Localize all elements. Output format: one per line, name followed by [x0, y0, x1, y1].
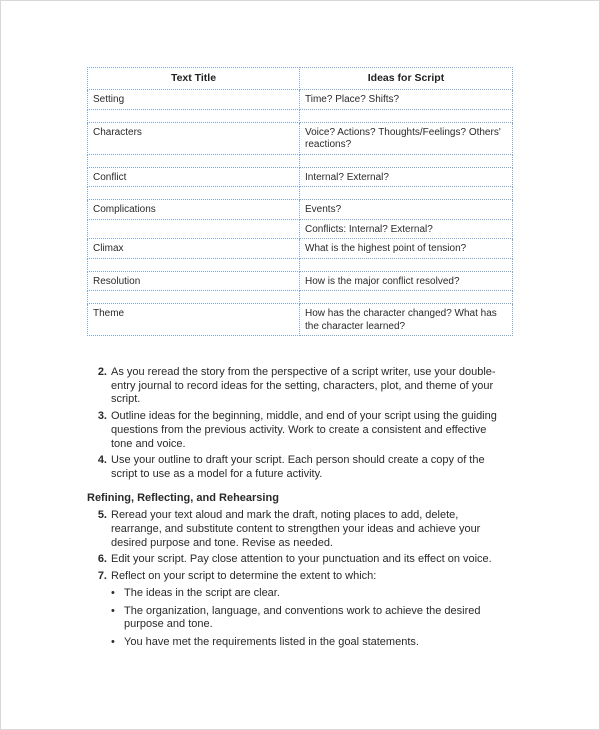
- row-ideas: Time? Place? Shifts?: [300, 90, 513, 110]
- bullet-icon: •: [111, 586, 115, 599]
- blank-row: [88, 291, 513, 304]
- table-row: [88, 304, 513, 336]
- step-text: Use your outline to draft your script. Each person should create a copy of the script to use as a model for a future activity.: [111, 454, 485, 480]
- row-ideas: Internal? External?: [300, 167, 513, 187]
- row-ideas: How is the major conflict resolved?: [300, 271, 513, 291]
- bullet-list: [111, 587, 500, 650]
- table-row: [88, 200, 513, 220]
- row-ideas: Voice? Actions? Thoughts/Feelings? Others' reactions?: [300, 122, 513, 154]
- row-label-empty: [88, 219, 300, 239]
- step-number: 2.: [97, 366, 107, 378]
- table-row: [88, 239, 513, 259]
- table-row: [88, 167, 513, 187]
- step-number: 7.: [97, 570, 107, 583]
- step-text: As you reread the story from the perspective of a script writer, use your double-entry journal to record ideas for the setting, characters, plot, and theme of your script.: [111, 366, 496, 406]
- step-text: Edit your script. Pay close attention to your punctuation and its effect on voice.: [111, 553, 492, 566]
- step-number: 5.: [97, 509, 107, 522]
- list-item: [87, 410, 512, 451]
- bullet-text: You have met the requirements listed in the goal statements.: [124, 635, 419, 648]
- step-number: 6.: [97, 553, 107, 566]
- list-item: [87, 553, 512, 567]
- row-ideas: What is the highest point of tension?: [300, 239, 513, 259]
- list-item: [87, 366, 512, 407]
- list-item: [87, 454, 512, 481]
- step-number: 4.: [97, 454, 107, 467]
- step-text: Reread your text aloud and mark the draft, noting places to add, delete, rearrange, and substitute content to strengthen your ideas and achieve your desired purpose and tone. Revise as needed.: [111, 509, 481, 549]
- step-text: Reflect on your script to determine the extent to which:: [111, 570, 377, 583]
- list-item: [87, 570, 512, 654]
- row-label: Conflict: [88, 167, 300, 187]
- row-label: Complications: [88, 200, 300, 220]
- row-label: Setting: [88, 90, 300, 110]
- list-item: [87, 509, 512, 550]
- table-row: [88, 271, 513, 291]
- header-text-title: Text Title: [88, 68, 300, 90]
- blank-row: [88, 187, 513, 200]
- blank-row: [88, 258, 513, 271]
- blank-row: [88, 109, 513, 122]
- table-header-row: [88, 68, 513, 90]
- section-heading: Refining, Reflecting, and Rehearsing: [87, 491, 279, 504]
- bullet-text: The organization, language, and conventions work to achieve the desired purpose and tone.: [124, 604, 481, 631]
- refining-steps-list: [87, 509, 512, 653]
- bullet-text: The ideas in the script are clear.: [124, 586, 280, 599]
- row-label: Climax: [88, 239, 300, 259]
- table-row: [88, 219, 513, 239]
- row-label: Theme: [88, 304, 300, 336]
- row-label: Resolution: [88, 271, 300, 291]
- bullet-icon: •: [111, 635, 115, 648]
- bullet-item: [111, 587, 500, 601]
- bullet-item: [111, 636, 500, 650]
- row-ideas: Events?: [300, 200, 513, 220]
- steps-list: [87, 366, 512, 482]
- row-label: Characters: [88, 122, 300, 154]
- script-planning-table: [87, 67, 513, 336]
- table-row: [88, 122, 513, 154]
- instructions: [87, 366, 512, 657]
- step-text-block: [111, 570, 512, 654]
- blank-row: [88, 154, 513, 167]
- header-ideas-for-script: Ideas for Script: [300, 68, 513, 90]
- table-row: [88, 90, 513, 110]
- step-number: 3.: [97, 410, 107, 423]
- row-ideas: Conflicts: Internal? External?: [300, 219, 513, 239]
- bullet-item: [111, 605, 500, 632]
- bullet-icon: •: [111, 604, 115, 617]
- step-text: Outline ideas for the beginning, middle, and end of your script using the guiding questions from the previous activity. Work to create a consistent and effective tone and voice.: [111, 410, 497, 450]
- row-ideas: How has the character changed? What has the character learned?: [300, 304, 513, 336]
